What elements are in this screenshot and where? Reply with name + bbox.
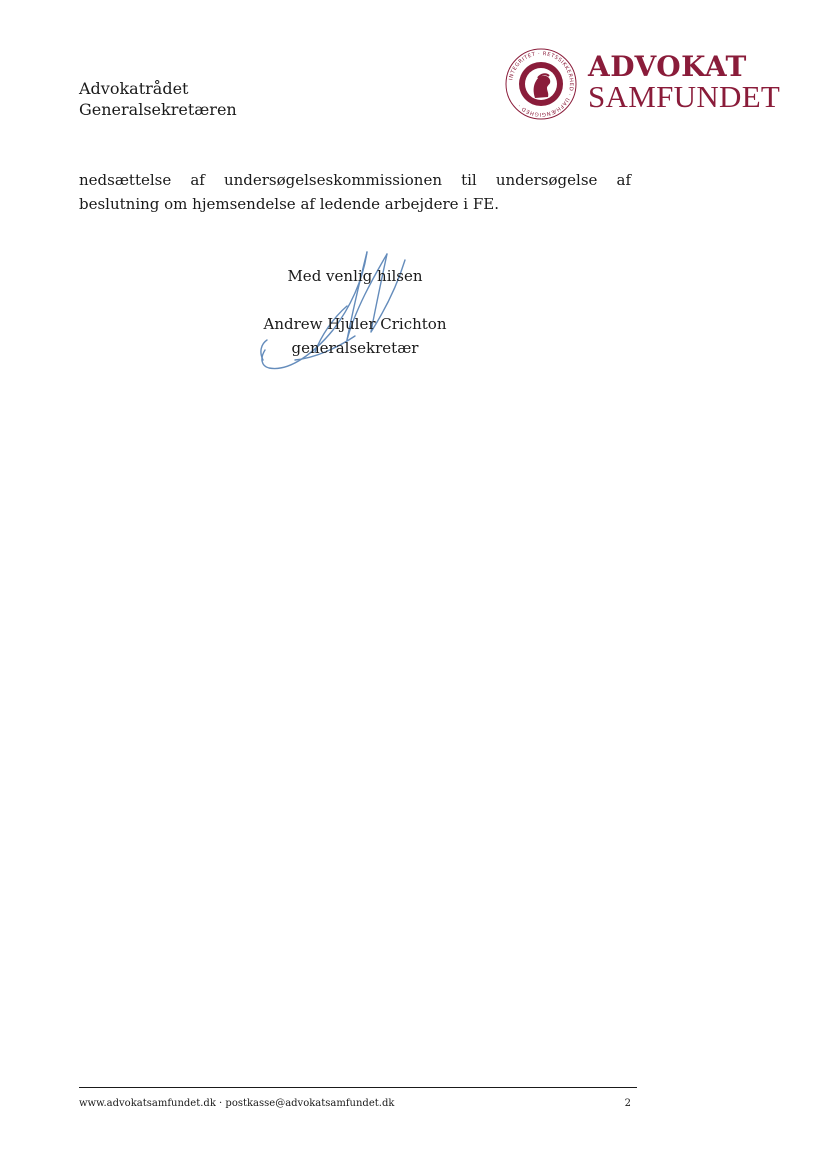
- body-paragraph: nedsættelse af undersøgelseskommissionen til undersøgelse af beslutning om hjemsendelse af ledende arbejdere i FE.: [79, 171, 631, 213]
- footer: [79, 1097, 631, 1111]
- logo-word-samfundet: SAMFUNDET: [588, 79, 781, 114]
- signatory-name: Andrew Hjuler Crichton: [263, 315, 447, 333]
- letter-body: [79, 168, 631, 216]
- footer-divider: [79, 1087, 637, 1088]
- signatory-title: generalsekretær: [291, 339, 419, 357]
- logo-word-advokat: ADVOKAT: [588, 50, 747, 83]
- seal-icon: [505, 48, 577, 120]
- advokatsamfundet-logo: [505, 48, 795, 120]
- sender-line-2: Generalsekretæren: [79, 100, 237, 119]
- logo-wordmark: [588, 52, 780, 112]
- page-number: 2: [624, 1098, 631, 1109]
- sender-block: [79, 78, 237, 120]
- footer-contact: www.advokatsamfundet.dk · postkasse@advokatsamfundet.dk: [79, 1098, 395, 1109]
- closing-block: [240, 264, 470, 360]
- closing-greeting: Med venlig hilsen: [287, 267, 423, 285]
- seal-text: INTEGRITET · RETSSIKKERHED · UAFHÆNGIGHED ·: [508, 50, 575, 118]
- sender-line-1: Advokatrådet: [79, 79, 189, 98]
